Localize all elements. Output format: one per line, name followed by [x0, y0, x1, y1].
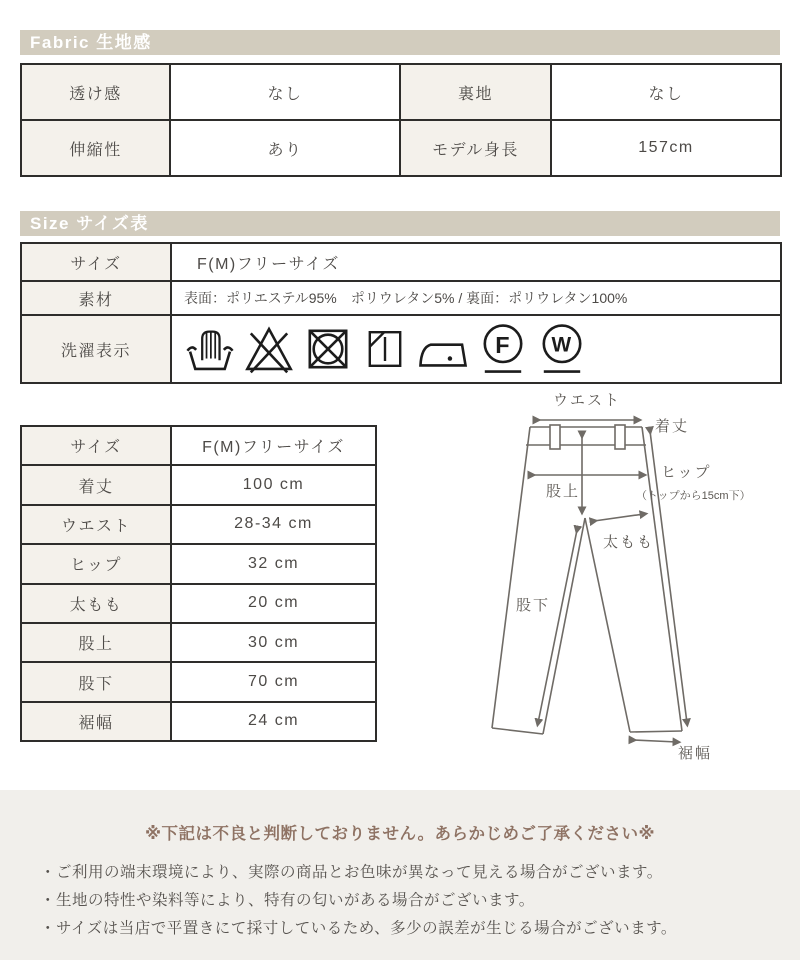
- dry-clean-F-icon: [477, 321, 529, 377]
- fabric-table: [20, 63, 782, 177]
- table-row: [21, 584, 376, 623]
- diagram-label-waist: ウエスト: [553, 392, 622, 409]
- notes-bullet: ・生地の特性や染料等により、特有の匂いがある場合がございます。: [40, 892, 535, 909]
- diagram-label-hip-note: （トップから15cm下）: [636, 490, 751, 502]
- fabric-row-value: 157cm: [551, 120, 781, 176]
- fabric-row-label: 透け感: [21, 64, 170, 120]
- diagram-label-hip: ヒップ: [661, 464, 712, 481]
- measure-row-value: 28-34 cm: [171, 505, 376, 544]
- size-section-header: Size サイズ表: [20, 211, 780, 236]
- measure-row-label: 股下: [21, 662, 171, 701]
- measure-row-value: 100 cm: [171, 465, 376, 504]
- table-row: [21, 426, 376, 465]
- measure-row-label: ヒップ: [21, 544, 171, 583]
- material-text: 表面：ポリエステル95% ポリウレタン5% / 裏面：ポリウレタン100%: [171, 281, 781, 315]
- info-row-label: 洗濯表示: [21, 315, 171, 383]
- fabric-row-label: モデル身長: [400, 120, 551, 176]
- pants-measurement-diagram: [440, 385, 800, 790]
- table-row: [21, 243, 781, 281]
- measure-row-value: 30 cm: [171, 623, 376, 662]
- measure-row-value: 20 cm: [171, 584, 376, 623]
- wet-clean-W-icon: [536, 321, 588, 377]
- fabric-section-header: Fabric 生地感: [20, 30, 780, 55]
- fabric-row-value: あり: [170, 120, 400, 176]
- table-row: [21, 281, 781, 315]
- dry-clean-letter: F: [495, 332, 511, 359]
- diagram-label-rise: 股上: [546, 483, 581, 500]
- diagram-label-inseam: 股下: [516, 597, 551, 614]
- info-row-label: 素材: [21, 281, 171, 315]
- do-not-tumble-dry-icon: [302, 323, 354, 375]
- fabric-row-label: 裏地: [400, 64, 551, 120]
- notes-heading: ※下記は不良と判断しておりません。あらかじめご了承ください※: [144, 825, 656, 843]
- table-row: [21, 465, 376, 504]
- measure-row-label: 太もも: [21, 584, 171, 623]
- fabric-row-value: なし: [551, 64, 781, 120]
- measure-row-value: 32 cm: [171, 544, 376, 583]
- size-info-table: [20, 242, 782, 384]
- table-row: [21, 315, 781, 383]
- notes-bullet: ・サイズは当店で平置きにて採寸しているため、多少の誤差が生じる場合がございます。: [40, 920, 677, 937]
- info-row-value: F(M)フリーサイズ: [171, 243, 781, 281]
- care-symbols-cell: [171, 315, 781, 383]
- measure-row-label: ウエスト: [21, 505, 171, 544]
- notes-bullet-list: [40, 859, 800, 943]
- diagram-label-hem: 裾幅: [678, 745, 713, 762]
- table-row: [21, 623, 376, 662]
- table-row: [21, 505, 376, 544]
- hand-wash-icon: [184, 323, 236, 375]
- info-row-label: サイズ: [21, 243, 171, 281]
- care-symbols-row: [172, 321, 780, 377]
- notes-bullet: ・ご利用の端末環境により、実際の商品とお色味が異なって見える場合がございます。: [40, 864, 663, 881]
- table-row: [21, 544, 376, 583]
- table-row: [21, 120, 781, 176]
- measure-row-value: F(M)フリーサイズ: [171, 426, 376, 465]
- fabric-row-value: なし: [170, 64, 400, 120]
- wet-clean-letter: W: [551, 333, 573, 357]
- measure-row-label: 着丈: [21, 465, 171, 504]
- measure-row-label: 裾幅: [21, 702, 171, 741]
- measure-row-label: 股上: [21, 623, 171, 662]
- do-not-bleach-icon: [243, 323, 295, 375]
- measure-row-label: サイズ: [21, 426, 171, 465]
- table-row: [21, 64, 781, 120]
- notes-section: [0, 790, 800, 960]
- fabric-row-label: 伸縮性: [21, 120, 170, 176]
- iron-low-icon: [416, 323, 470, 375]
- table-row: [21, 702, 376, 741]
- size-measure-table: [20, 425, 377, 742]
- diagram-label-thigh: 太もも: [603, 534, 655, 551]
- drip-dry-in-shade-icon: [361, 323, 409, 375]
- measure-row-value: 70 cm: [171, 662, 376, 701]
- pants-outline-drawing: [440, 385, 800, 790]
- table-row: [21, 662, 376, 701]
- diagram-label-length: 着丈: [655, 418, 690, 435]
- measure-row-value: 24 cm: [171, 702, 376, 741]
